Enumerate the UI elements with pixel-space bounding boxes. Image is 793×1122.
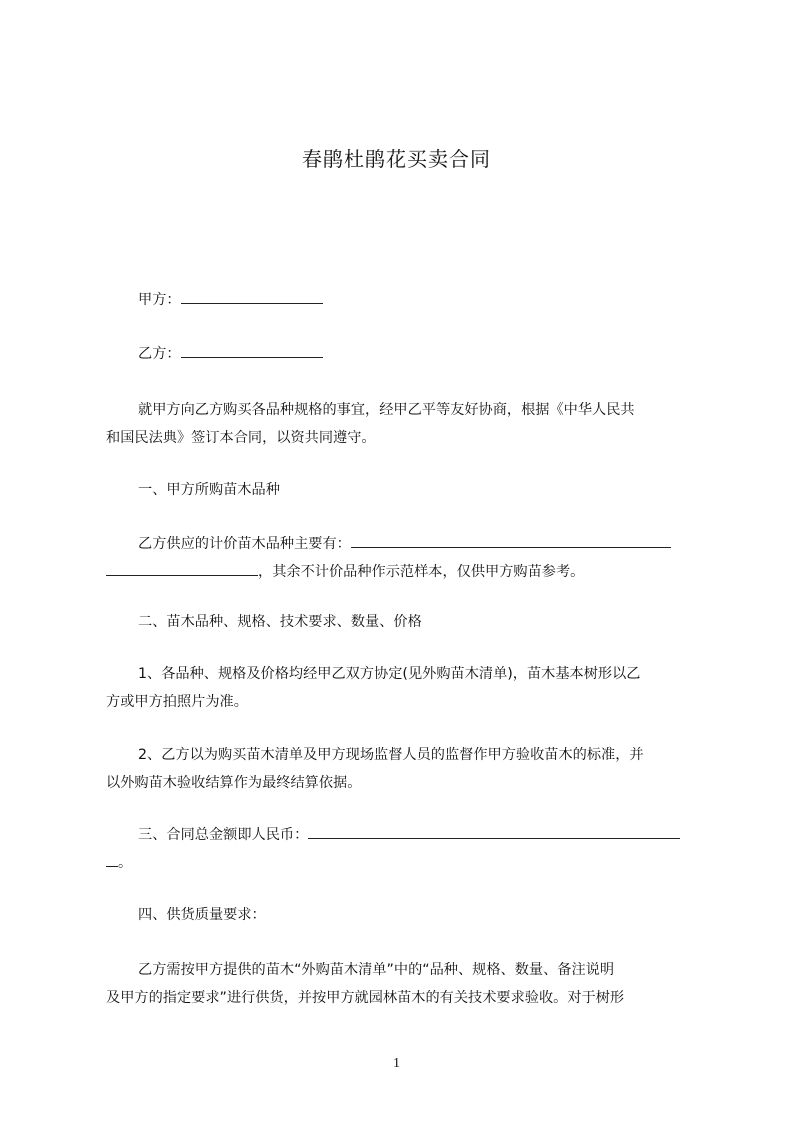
varieties-blank-cont (106, 561, 258, 576)
section-1-line-1 (106, 530, 738, 558)
party-a-label: 甲方： (138, 292, 181, 308)
amount-blank (308, 824, 680, 839)
intro-line-1: 就甲方向乙方购买各品种规格的事宜，经甲乙平等友好协商，根据《中华人民共 (138, 402, 635, 418)
party-a-line (106, 286, 738, 314)
section-3-line-2 (106, 849, 706, 877)
amount-blank-cont (106, 852, 118, 867)
party-b-line (106, 340, 738, 368)
document-title: 春鹃杜鹃花买卖合同 (302, 147, 491, 171)
section-2-item-1-line-2: 方或甲方拍照片为准。 (106, 694, 248, 710)
section-2-item-1-line-1: 1、各品种、规格及价格均经甲乙双方协定(见外购苗木清单)，苗木基本树形以乙 (138, 666, 641, 682)
section-2-item-2-line-2: 以外购苗木验收结算作为最终结算依据。 (106, 775, 362, 791)
varieties-blank (351, 533, 671, 548)
party-b-blank (181, 343, 323, 358)
section-1-line-2 (106, 558, 706, 586)
section-1-heading: 一、甲方所购苗木品种 (138, 482, 280, 498)
section-3-label: 三、合同总金额即人民币： (138, 827, 309, 843)
section-4-line-1: 乙方需按甲方提供的苗木“外购苗木清单”中的“品种、规格、数量、备注说明 (138, 962, 615, 978)
party-b-label: 乙方： (138, 346, 181, 362)
section-4-line-2: 及甲方的指定要求”进行供货，并按甲方就园林苗木的有关技术要求验收。对于树形 (106, 990, 625, 1006)
page-number: 1 (393, 1056, 400, 1071)
section-2-item-2-line-1: 2、乙方以为购买苗木清单及甲方现场监督人员的监督作甲方验收苗木的标准，并 (138, 747, 644, 763)
intro-line-2: 和国民法典》签订本合同，以资共同遵守。 (106, 430, 376, 446)
section-4-heading: 四、供货质量要求： (138, 907, 266, 923)
section-2-heading: 二、苗木品种、规格、技术要求、数量、价格 (138, 614, 422, 630)
section-1-text-cont: ，其余不计价品种作示范样本，仅供甲方购苗参考。 (258, 564, 585, 580)
party-a-blank (181, 289, 323, 304)
section-3-line-1 (106, 821, 738, 849)
section-3-end: 。 (118, 855, 133, 871)
section-1-text: 乙方供应的计价苗木品种主要有： (138, 536, 351, 552)
